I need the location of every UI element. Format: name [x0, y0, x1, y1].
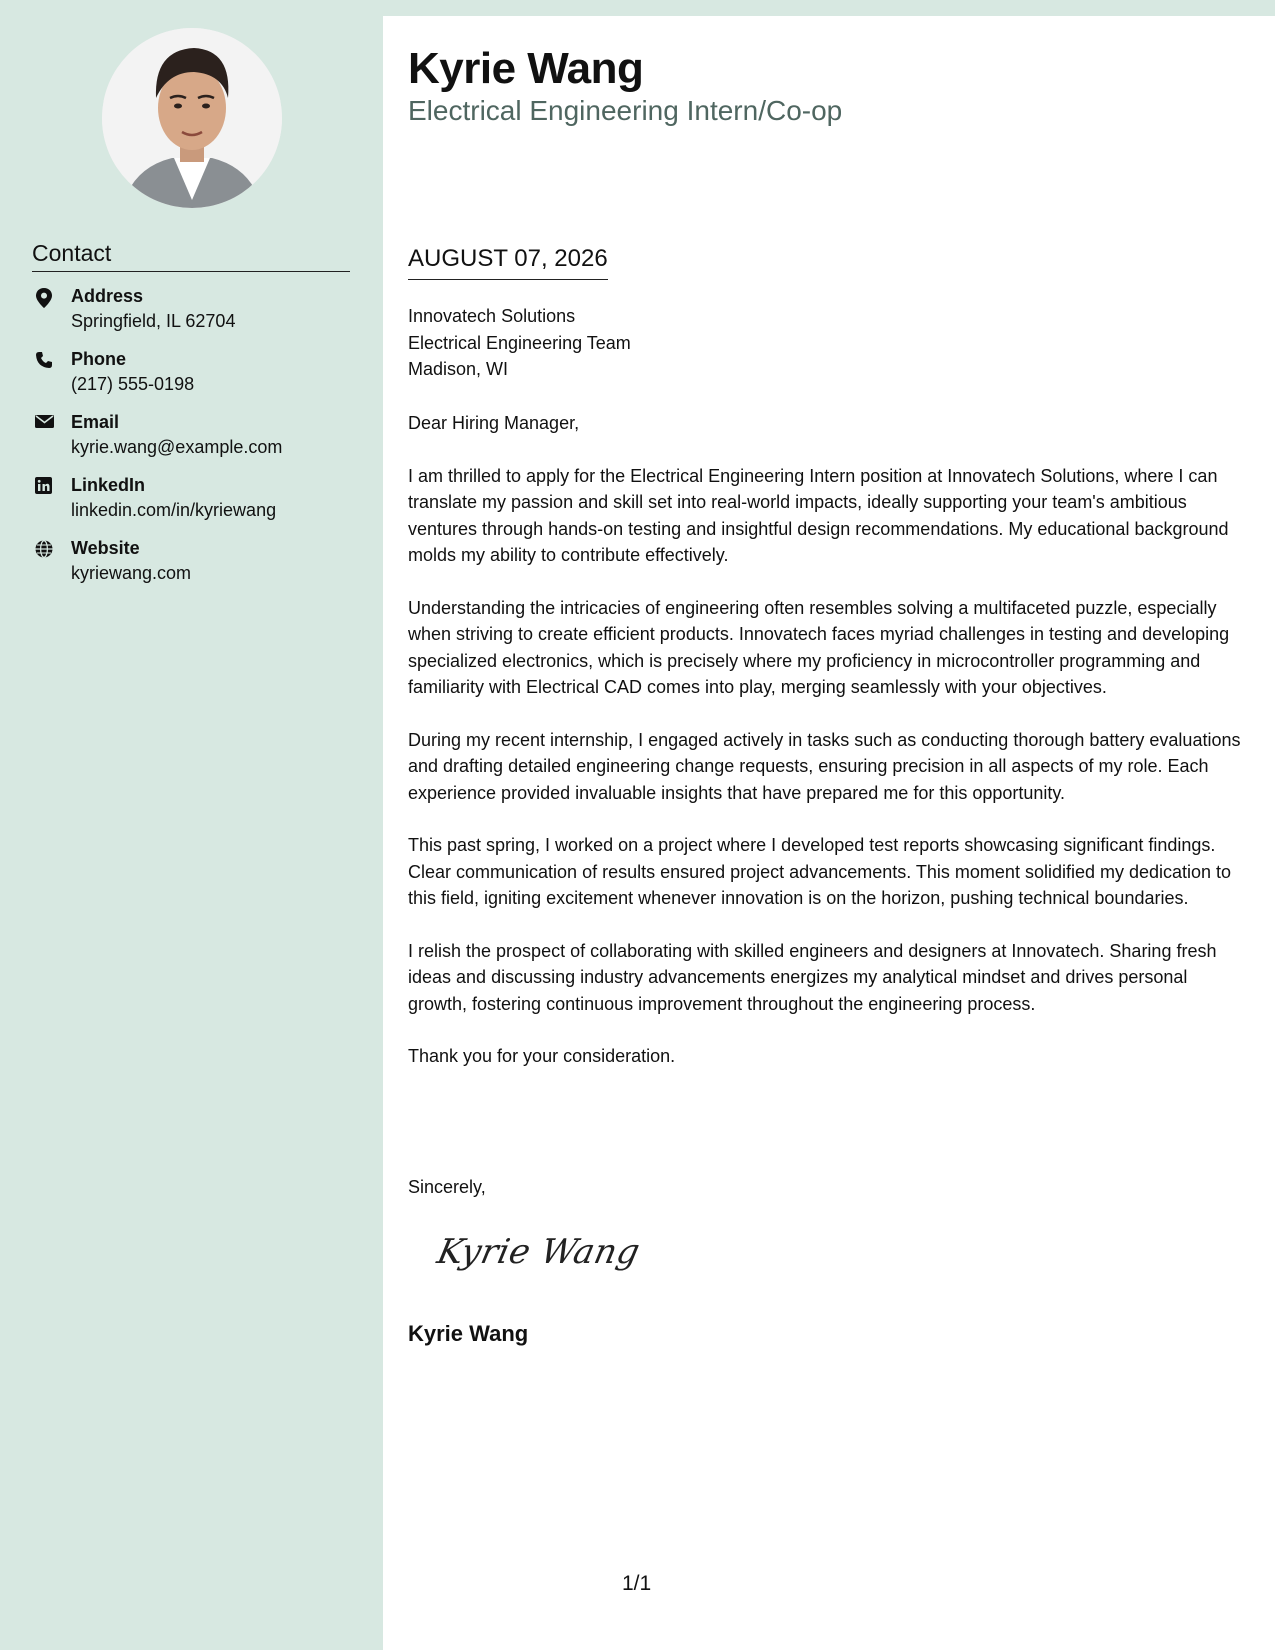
contact-label: Address — [71, 286, 144, 306]
contact-label: LinkedIn — [71, 475, 146, 495]
recipient-team: Electrical Engineering Team — [408, 332, 631, 353]
letter-paragraph: During my recent internship, I engaged actively in tasks such as conducting thorough battery evaluations and drafting detailed engineering change requests, ensuring precision in all aspects of my role. Each experience provided invaluable insights that have prepared me for this opportunity. — [408, 729, 1241, 803]
closing: Sincerely, — [408, 1177, 486, 1197]
contact-label: Website — [71, 538, 140, 558]
contact-heading: Contact — [32, 240, 350, 272]
map-pin-icon — [35, 288, 53, 306]
globe-icon — [35, 540, 53, 558]
applicant-name: Kyrie Wang — [408, 44, 644, 93]
recipient-company: Innovatech Solutions — [408, 306, 576, 326]
contact-value: (217) 555-0198 — [71, 374, 195, 394]
contact-label: Phone — [71, 349, 127, 369]
contact-linkedin — [32, 473, 362, 536]
phone-icon — [35, 351, 53, 369]
letter-paragraph: Understanding the intricacies of engineering often resembles solving a multifaceted puzzle, especially when striving to create efficient products. Innovatech faces myriad challenges in testing and developing specialized electronics, which is precisely where my proficiency in microcontroller programming and familiarity with Electrical CAD comes into play, merging seamlessly with your objectives. — [408, 597, 1230, 697]
contact-value: Springfield, IL 62704 — [71, 311, 236, 331]
contact-label: Email — [71, 412, 120, 432]
applicant-role: Electrical Engineering Intern/Co-op — [408, 95, 843, 126]
page-number: 1/1 — [622, 1572, 652, 1595]
profile-photo — [102, 28, 282, 208]
linkedin-icon — [35, 477, 53, 495]
letter-paragraph: I relish the prospect of collaborating with skilled engineers and designers at Innovatech. Sharing fresh ideas and discussing industry advancements energizes my analytical mindset and drives personal growth, fostering continuous improvement throughout the engineering process. — [408, 940, 1217, 1014]
contact-list — [32, 284, 362, 599]
greeting: Dear Hiring Manager, — [408, 413, 580, 433]
letter-body — [408, 410, 1243, 1096]
letter-paragraph: This past spring, I worked on a project where I developed test reports showcasing significant findings. Clear communication of results ensured project advancements. This moment solidified my dedication to this field, igniting excitement whenever innovation is on the horizon, pushing technical boundaries. — [408, 835, 1232, 908]
contact-email — [32, 410, 362, 473]
letter-paragraph: Thank you for your consideration. — [408, 1046, 676, 1066]
letter-paragraph: I am thrilled to apply for the Electrical Engineering Intern position at Innovatech Solutions, where I can translate my passion and skill set into real-world impacts, ideally supporting your team's ambitious ventures through hands-on testing and insightful design recommendations. My educational background molds my ability to contribute effectively. — [408, 465, 1229, 565]
contact-value: kyriewang.com — [71, 563, 192, 583]
sidebar — [0, 0, 383, 1650]
contact-phone — [32, 347, 362, 410]
handwritten-signature: Kyrie Wang — [433, 1232, 644, 1272]
letter-date: AUGUST 07, 2026 — [408, 245, 608, 280]
profile-photo-illustration — [102, 28, 282, 208]
envelope-icon — [35, 414, 53, 432]
contact-address — [32, 284, 362, 347]
recipient-block — [408, 303, 631, 383]
contact-value: kyrie.wang@example.com — [71, 437, 283, 457]
signoff-name: Kyrie Wang — [408, 1321, 529, 1346]
contact-website — [32, 536, 362, 599]
recipient-location: Madison, WI — [408, 359, 509, 379]
contact-value: linkedin.com/in/kyriewang — [71, 500, 277, 520]
